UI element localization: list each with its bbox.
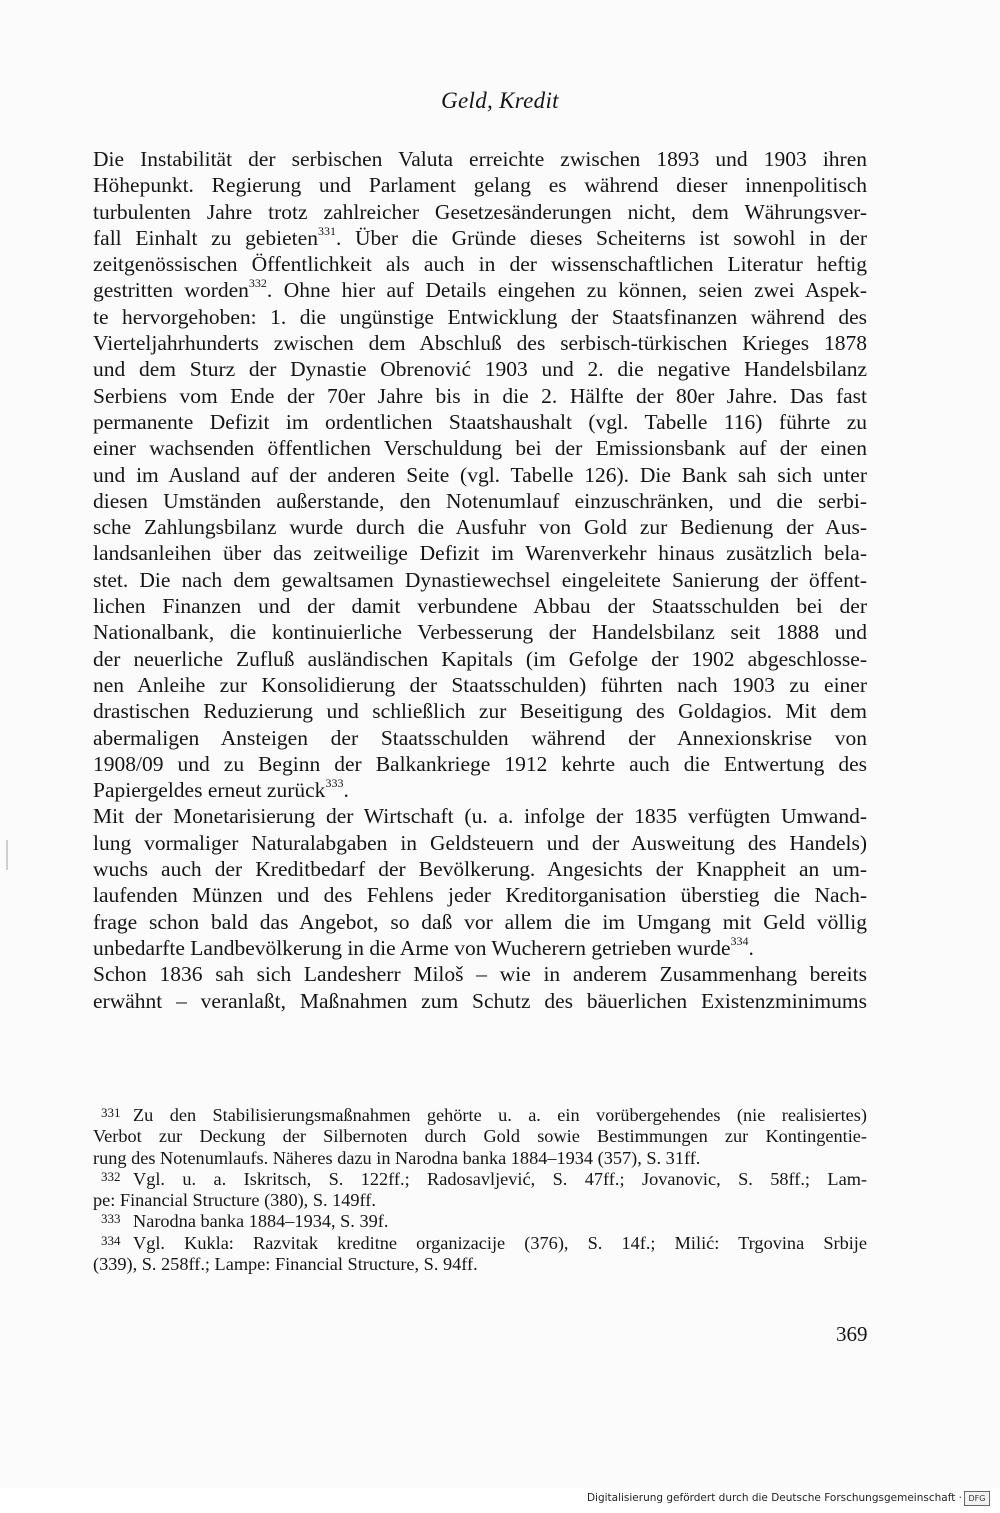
body-line: zeitgenössischen Öffentlichkeit als auch in der wissenschaftlichen Literatur heftig [93,252,867,277]
body-line: und im Ausland auf der anderen Seite (vgl. Tabelle 126). Die Bank sah sich unter [93,462,867,487]
body-line: diesen Umständen außerstande, den Notenumlauf einzuschränken, und die serbi- [93,488,867,513]
dfg-logo: DFG [964,1491,990,1506]
page-number: 369 [836,1322,868,1346]
footnote-number: 332 [101,1168,121,1184]
body-line: der neuerliche Zufluß ausländischen Kapitals (im Gefolge der 1902 abgeschlosse- [93,646,867,671]
body-line: sche Zahlungsbilanz wurde durch die Ausfuhr von Gold zur Bedienung der Aus- [93,515,867,540]
body-line: stet. Die nach dem gewaltsamen Dynastiewechsel eingeleitete Sanierung der öffent- [93,567,867,592]
footnote-number: 331 [101,1105,121,1120]
digitization-footer [0,1488,1000,1513]
body-line: abermaligen Ansteigen der Staatsschulden während der Annexionskrise von [93,725,867,750]
body-line: permanente Defizit im ordentlichen Staatshaushalt (vgl. Tabelle 116) führte zu [93,409,867,434]
body-line: Vierteljahrhunderts zwischen dem Abschluß des serbisch-türkischen Krieges 1878 [93,331,867,356]
body-line: Höhepunkt. Regierung und Parlament gelang es während dieser innenpolitisch [93,173,867,198]
footnote [93,1211,867,1232]
footnote [93,1105,867,1169]
body-line: Die Instabilität der serbischen Valuta erreichte zwischen 1893 und 1903 ihren [93,147,867,171]
footnote-line: (339), S. 258ff.; Lampe: Financial Structure, S. 94ff. [93,1254,478,1275]
footnote [93,1169,867,1212]
footnote-ref: 332 [248,277,267,291]
body-line: te hervorgehoben: 1. die ungünstige Entwicklung der Staatsfinanzen während des [93,304,867,329]
footnote-line: Vgl. u. a. Iskritsch, S. 122ff.; Radosavljević, S. 47ff.; Jovanovic, S. 58ff.; Lam- [133,1168,867,1189]
body-line: landsanleihen über das zeitweilige Defizit im Warenverkehr hinaus zusätzlich bela- [93,541,867,566]
body-line: wuchs auch der Kreditbedarf der Bevölkerung. Angesichts der Knappheit an um- [93,857,867,882]
footnote-line: Vgl. Kukla: Razvitak kreditne organizacije (376), S. 14f.; Milić: Trgovina Srbije [133,1232,867,1253]
body-line: 1908/09 und zu Beginn der Balkankriege 1912 kehrte auch die Entwertung des [93,751,867,776]
scan-edge-mark [6,840,8,870]
body-line: fall Einhalt zu gebieten$^{331}$. Über die Gründe dieses Scheiterns ist sowohl in der [93,224,867,250]
footnote-number: 333 [101,1211,121,1227]
footnote-line: pe: Financial Structure (380), S. 149ff. [93,1190,376,1211]
body-line: lung vormaliger Naturalabgaben in Geldsteuern und der Ausweitung des Handels) [93,830,867,855]
body-line: Schon 1836 sah sich Landesherr Miloš – wie in anderem Zusammenhang bereits [93,962,867,987]
funding-credit: Digitalisierung gefördert durch die Deutsche Forschungsgemeinschaft · [586,1492,962,1504]
footnote-line: rung des Notenumlaufs. Näheres dazu in Narodna banka 1884–1934 (357), S. 31ff. [93,1147,701,1168]
footnote-line: Narodna banka 1884–1934, S. 39f. [133,1211,389,1232]
footnote-line: Zu den Stabilisierungsmaßnahmen gehörte u. a. ein vorübergehendes (nie realisiertes) [133,1105,867,1125]
footnote-ref: 331 [317,224,336,238]
body-line: einer wachsenden öffentlichen Verschuldung bei der Emissionsbank auf der einen [93,436,867,461]
body-line: Nationalbank, die kontinuierliche Verbesserung der Handelsbilanz seit 1888 und [93,620,867,645]
body-line: nen Anleihe zur Konsolidierung der Staatsschulden) führten nach 1903 zu einer [93,672,867,697]
body-line: unbedarfte Landbevölkerung in die Arme von Wucherern getrieben wurde$^{334}$. [93,934,754,960]
running-head: Geld, Kredit [441,88,559,113]
footnote-number: 334 [101,1232,121,1248]
body-line: laufenden Münzen und des Fehlens jeder Kreditorganisation überstieg die Nach- [93,883,867,908]
body-line: lichen Finanzen und der damit verbundene Abbau der Staatsschulden bei der [93,594,867,619]
footnotes [93,1105,867,1275]
body-text [93,146,867,1014]
body-line: turbulenten Jahre trotz zahlreicher Gesetzesänderungen nicht, dem Währungsver- [93,199,867,224]
body-line: erwähnt – veranlaßt, Maßnahmen zum Schutz des bäuerlichen Existenzminimums [93,988,867,1013]
footnote-ref: 333 [325,777,344,790]
body-line: und dem Sturz der Dynastie Obrenović 1903 und 2. die negative Handelsbilanz [93,357,867,382]
body-line: frage schon bald das Angebot, so daß vor allem die im Umgang mit Geld völlig [93,909,867,934]
body-line: Mit der Monetarisierung der Wirtschaft (u. a. infolge der 1835 verfügten Umwand- [93,804,867,829]
body-line: drastischen Reduzierung und schließlich zur Beseitigung des Goldagios. Mit dem [93,699,867,724]
footnote-ref: 334 [730,934,749,948]
body-line: gestritten worden$^{332}$. Ohne hier auf Details eingehen zu können, seien zwei Aspek- [93,277,867,303]
body-line: Serbiens vom Ende der 70er Jahre bis in die 2. Hälfte der 80er Jahre. Das fast [93,383,867,408]
footnote [93,1233,867,1276]
footnote-line: Verbot zur Deckung der Silbernoten durch Gold sowie Bestimmungen zur Kontingentie- [93,1126,867,1147]
body-line: Papiergeldes erneut zurück$^{333}$. [93,777,349,803]
